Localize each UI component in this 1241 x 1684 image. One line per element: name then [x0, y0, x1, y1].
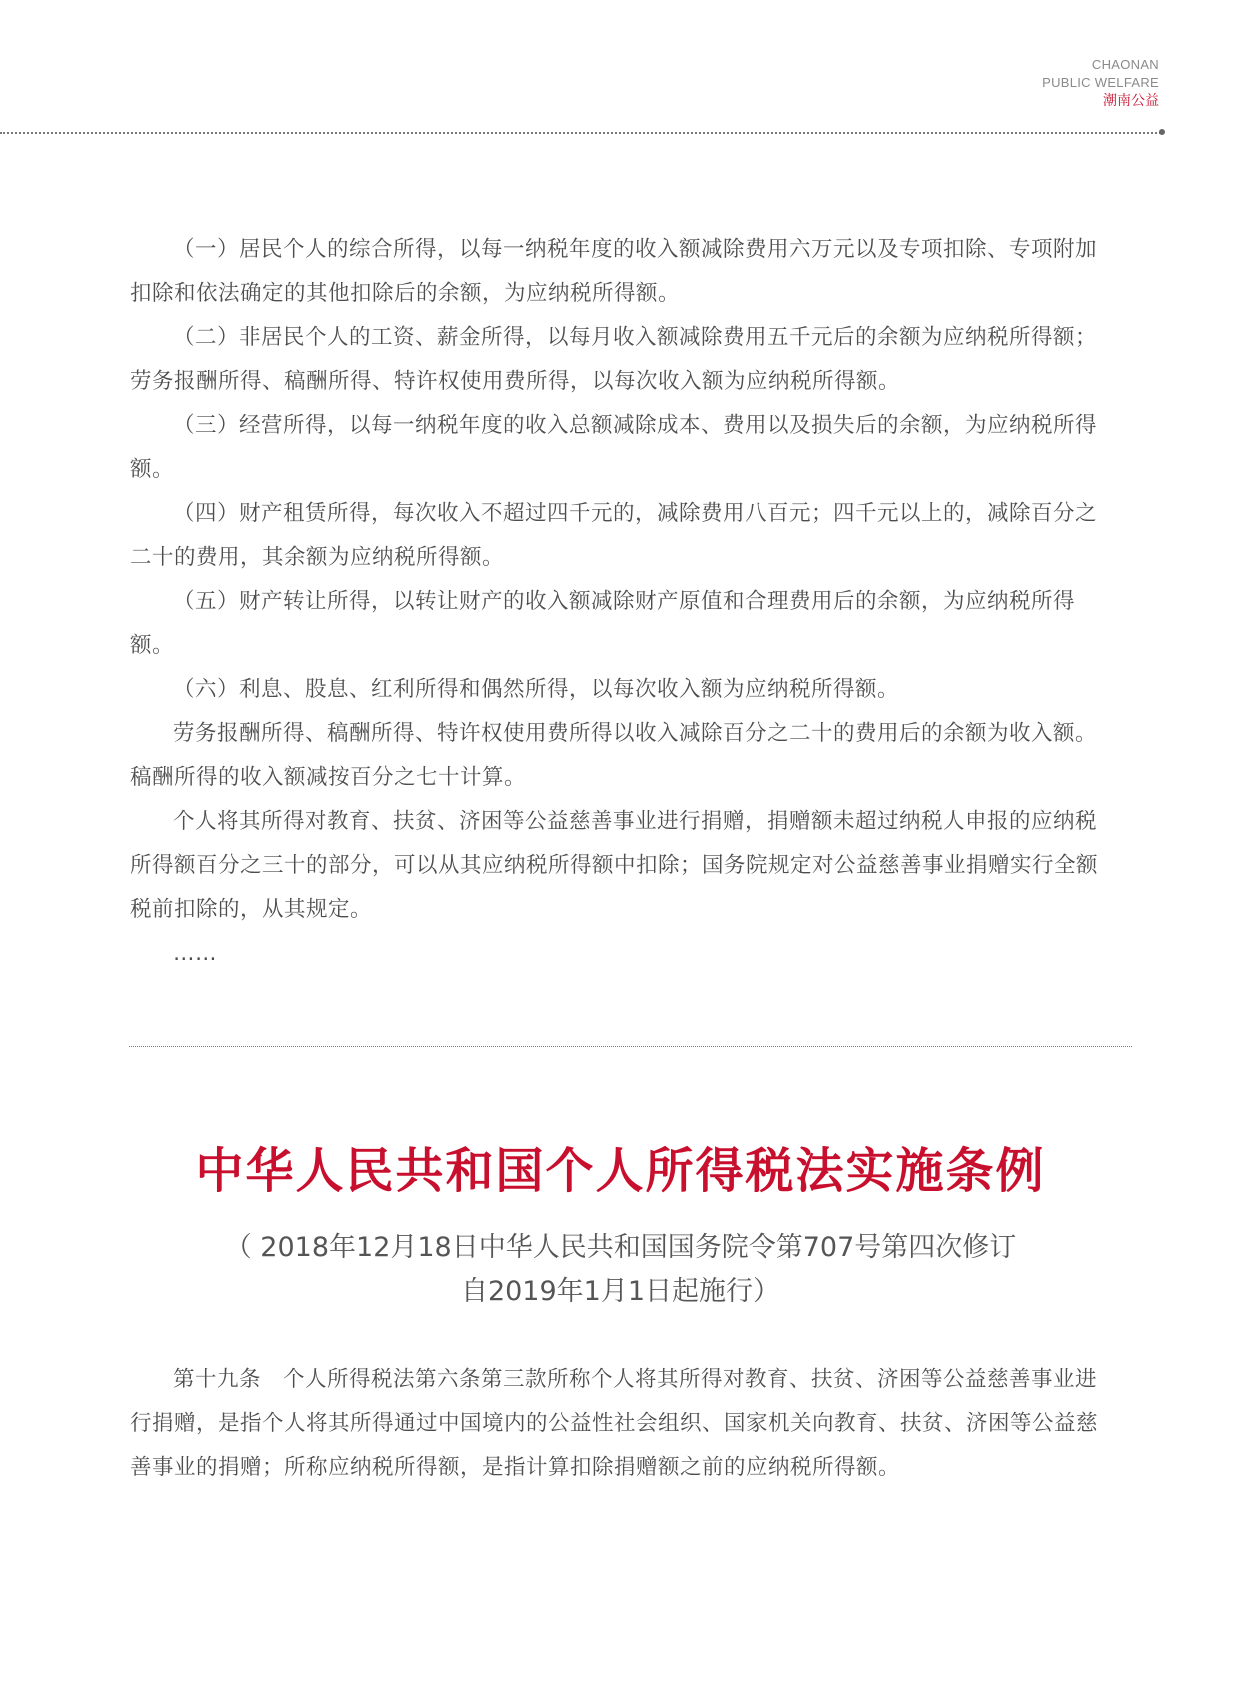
brand-cn: 潮南公益 [1103, 93, 1159, 109]
paragraph: 劳务报酬所得、稿酬所得、特许权使用费所得以收入减除百分之二十的费用后的余额为收入额。稿酬所得的收入额减按百分之七十计算。 [130, 721, 1098, 790]
regulation-article [130, 1358, 1114, 1490]
paragraph: （六）利息、股息、红利所得和偶然所得，以每次收入额为应纳税所得额。 [173, 677, 900, 702]
ellipsis: …… [173, 941, 217, 966]
paragraph: （三）经营所得，以每一纳税年度的收入总额减除成本、费用以及损失后的余额，为应纳税所得额。 [130, 413, 1098, 482]
paragraph: 第十九条 个人所得税法第六条第三款所称个人将其所得对教育、扶贫、济困等公益慈善事业进行捐赠，是指个人将其所得通过中国境内的公益性社会组织、国家机关向教育、扶贫、济困等公益慈善事业的捐赠；所称应纳税所得额，是指计算扣除捐赠额之前的应纳税所得额。 [130, 1367, 1099, 1480]
document-title: 中华人民共和国个人所得税法实施条例 [195, 1143, 1046, 1199]
brand-en-line2: PUBLIC WELFARE [1042, 75, 1159, 90]
brand-en-line1: CHAONAN [1091, 57, 1159, 72]
subtitle-line-1: （ 2018年12月18日中华人民共和国国务院令第707号第四次修订 [224, 1232, 1017, 1263]
header-divider-end-dot [1159, 129, 1165, 135]
header-brand [1042, 56, 1159, 110]
article-continuation [130, 228, 1114, 976]
section-divider [129, 1046, 1132, 1047]
paragraph: （四）财产租赁所得，每次收入不超过四千元的，减除费用八百元；四千元以上的，减除百分之二十的费用，其余额为应纳税所得额。 [130, 501, 1098, 570]
paragraph: （二）非居民个人的工资、薪金所得，以每月收入额减除费用五千元后的余额为应纳税所得额；劳务报酬所得、稿酬所得、特许权使用费所得，以每次收入额为应纳税所得额。 [130, 325, 1098, 394]
paragraph: （五）财产转让所得，以转让财产的收入额减除财产原值和合理费用后的余额，为应纳税所得额。 [130, 589, 1076, 658]
subtitle-line-2: 自2019年1月1日起施行） [460, 1276, 781, 1307]
header-divider [0, 132, 1161, 134]
document-subtitle [0, 1226, 1241, 1314]
paragraph: （一）居民个人的综合所得，以每一纳税年度的收入额减除费用六万元以及专项扣除、专项附加扣除和依法确定的其他扣除后的余额，为应纳税所得额。 [130, 237, 1098, 306]
paragraph: 个人将其所得对教育、扶贫、济困等公益慈善事业进行捐赠，捐赠额未超过纳税人申报的应纳税所得额百分之三十的部分，可以从其应纳税所得额中扣除；国务院规定对公益慈善事业捐赠实行全额税前扣除的，从其规定。 [130, 809, 1099, 922]
